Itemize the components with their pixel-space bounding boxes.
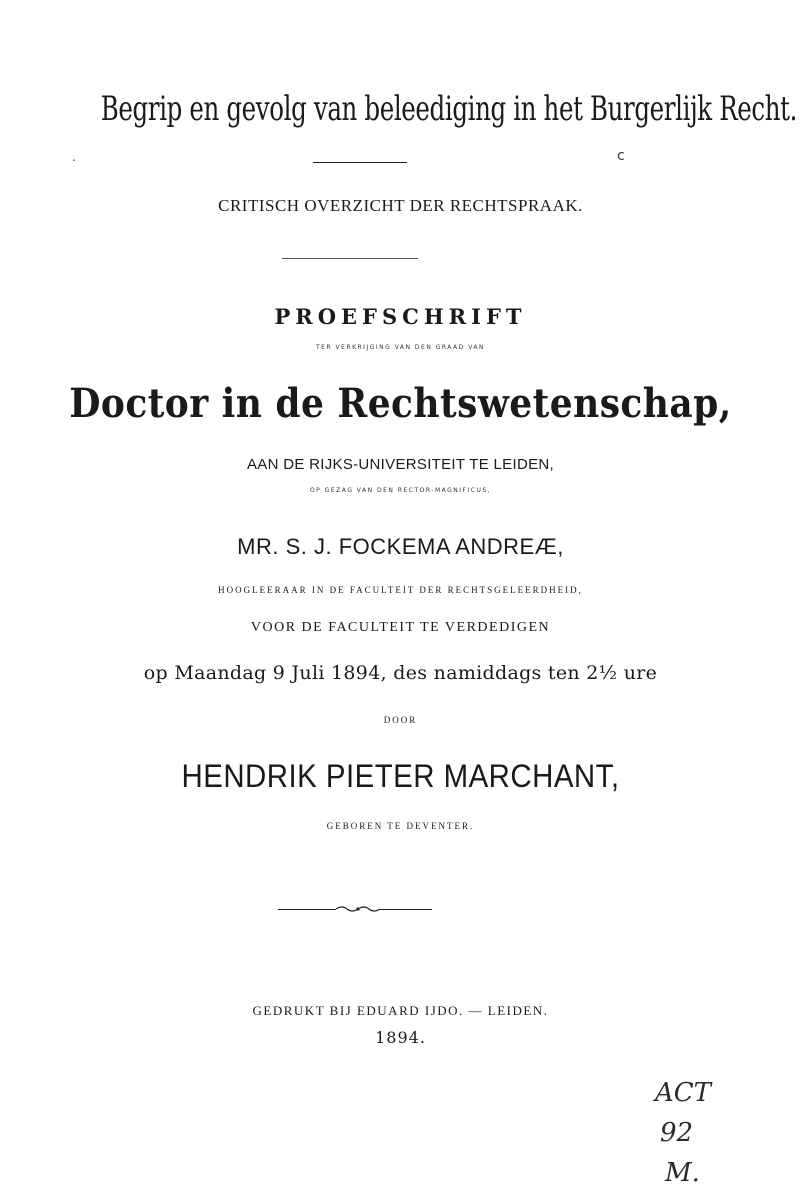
handwritten-note: ACT [655, 1078, 712, 1108]
degree-title: Doctor in de Rechtswetenschap, [69, 380, 732, 427]
university: AAN DE RIJKS-UNIVERSITEIT TE LEIDEN, [247, 456, 554, 473]
rector-name: MR. S. J. FOCKEMA ANDREÆ, [237, 534, 564, 559]
author-birthplace: GEBOREN TE DEVENTER. [326, 821, 475, 831]
ornament-rule-left [278, 909, 336, 910]
handwritten-note: 92 [660, 1118, 694, 1148]
by-label: DOOR [383, 715, 418, 725]
ornament-rule-right [380, 909, 432, 910]
divider [282, 258, 418, 259]
ink-speck: . [72, 150, 76, 164]
defense-line: VOOR DE FACULTEIT TE VERDEDIGEN [250, 620, 551, 635]
small-caption: OP GEZAG VAN DEN RECTOR-MAGNIFICUS, [309, 487, 492, 494]
ornament-icon [336, 904, 380, 914]
defense-date: op Maandag 9 Juli 1894, des namiddags ten 2½ ure [143, 662, 658, 684]
book-title: Begrip en gevolg van beleediging in het Burgerlijk Recht. [100, 89, 798, 129]
ink-speck: c [617, 148, 625, 164]
handwritten-note: M. [665, 1158, 700, 1188]
printer-line: GEDRUKT BIJ EDUARD IJDO. — LEIDEN. [252, 1003, 549, 1018]
book-subtitle: CRITISCH OVERZICHT DER RECHTSPRAAK. [218, 196, 583, 215]
divider [313, 162, 407, 163]
rector-title: HOOGLEERAAR IN DE FACULTEIT DER RECHTSGELEERDHEID, [218, 585, 583, 595]
publication-year: 1894. [375, 1028, 426, 1047]
small-caption: TER VERKRIJGING VAN DEN GRAAD VAN [315, 344, 486, 351]
author-name: HENDRIK PIETER MARCHANT, [181, 758, 620, 794]
document-type: PROEFSCHRIFT [274, 304, 527, 329]
